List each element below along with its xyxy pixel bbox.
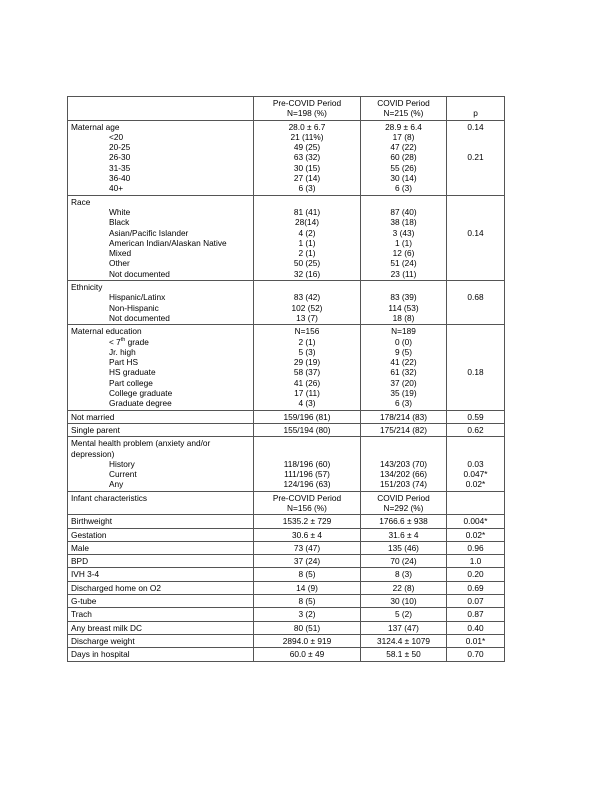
p-value-cell [447,281,505,325]
covid-value-cell [361,555,447,568]
pre-covid-value: 83 (42) [293,292,321,303]
pre-covid-value: 3 (2) [298,609,316,620]
row-sublabel: 26-30 [109,152,131,163]
row-label-cell [68,595,254,608]
p-value [450,303,501,313]
header-pre-covid-title: Pre-COVID Period [272,98,342,108]
table-row-mental-health [68,437,505,491]
p-value [450,163,501,173]
row-label-cell [68,515,254,528]
pre-covid-value: Pre-COVID Period [272,492,342,503]
pre-covid-value: 6 (3) [298,183,316,194]
covid-value: 5 (2) [394,609,413,620]
row-label-cell [68,325,254,410]
row-label-cell [68,621,254,634]
pre-covid-value-cell [254,648,361,661]
pre-covid-value: N=156 (%) [287,502,327,513]
covid-value: 38 (18) [390,217,417,228]
pre-covid-value: 81 (41) [293,206,321,217]
row-sublabel: Not documented [109,312,170,323]
covid-value-cell [361,423,447,436]
pre-covid-value: 102 (52) [291,302,323,313]
p-value [450,258,501,268]
p-value [450,183,501,193]
covid-value-cell [361,515,447,528]
pre-covid-value: 1535.2 ± 729 [282,516,332,527]
pre-covid-value-cell [254,325,361,410]
pre-covid-value: 50 (25) [293,258,321,269]
pre-covid-value: 159/196 (81) [283,411,331,422]
covid-value: 23 (11) [390,268,417,279]
pre-covid-value-cell [254,581,361,594]
p-value-cell [447,555,505,568]
pre-covid-value: 111/196 (57) [284,469,330,480]
covid-value-cell [361,195,447,280]
p-value: 0.14 [467,227,484,238]
pre-covid-value: 124/196 (63) [283,479,331,490]
p-value [450,217,501,227]
header-pre-covid-n: N=198 (%) [287,108,327,119]
p-value-cell [447,648,505,661]
row-sublabel: White [109,206,131,217]
row-sublabel: 31-35 [109,162,131,173]
covid-value: 58.1 ± 50 [386,649,421,660]
row-label: Male [71,542,89,553]
row-sublabel: Part college [109,377,153,388]
p-value-cell [447,621,505,634]
table-row-male [68,541,505,554]
row-label: Birthweight [71,516,113,527]
p-value: 0.59 [467,411,484,422]
covid-value: 30 (14) [390,173,417,184]
covid-value: 151/203 (74) [379,479,428,490]
pre-covid-value-cell [254,281,361,325]
row-label: Not married [71,411,115,422]
table-row-single-parent [68,423,505,436]
row-label-cell [68,568,254,581]
covid-value-cell [361,120,447,195]
pre-covid-value-cell [254,120,361,195]
pre-covid-value-cell [254,195,361,280]
pre-covid-value: 32 (16) [293,268,321,279]
header-covid-title: COVID Period [377,98,430,108]
table-row-ethnicity [68,281,505,325]
row-label: Discharge weight [71,635,135,646]
pre-covid-value-cell [254,410,361,423]
pre-covid-value: 13 (7) [296,312,318,323]
covid-value-cell [361,437,447,491]
spacer [257,449,357,459]
covid-value: 178/214 (83) [379,411,428,422]
table-row-discharged-o2 [68,581,505,594]
p-value-cell [447,437,505,491]
covid-value-cell [361,541,447,554]
row-label: Single parent [71,424,120,435]
covid-value: 41 (22) [390,357,417,368]
pre-covid-value-cell [254,568,361,581]
p-value: 0.40 [467,622,484,633]
p-value: 0.004* [463,516,488,527]
pre-covid-value-cell [254,621,361,634]
pre-covid-value: 80 (51) [293,622,321,633]
p-value [450,357,501,367]
row-label: Trach [71,609,92,620]
row-label: Ethnicity [71,282,103,293]
p-value [450,269,501,279]
row-sublabel: 40+ [109,183,124,194]
pre-covid-value: 29 (19) [293,357,321,368]
covid-value: COVID Period [377,492,430,503]
covid-value: 51 (24) [390,258,417,269]
p-value: 0.96 [467,542,484,553]
p-value-cell [447,608,505,621]
table-row-race [68,195,505,280]
p-value-cell [447,634,505,647]
pre-covid-value: 30 (15) [293,162,321,173]
p-value [450,282,501,292]
covid-value: 6 (3) [394,183,413,194]
covid-value: N=189 [391,326,416,337]
p-value [450,197,501,207]
table-row-bpd [68,555,505,568]
p-value-cell [447,120,505,195]
covid-value: 55 (26) [390,162,417,173]
row-label-cell [68,528,254,541]
pre-covid-value: 63 (32) [293,152,321,163]
p-value [450,347,501,357]
row-sublabel: Not documented [109,268,170,279]
pre-covid-value: 5 (3) [298,346,316,357]
row-sublabel: <20 [109,131,124,142]
row-label: Any breast milk DC [71,622,143,633]
p-value: 0.02* [465,529,486,540]
covid-value-cell [361,608,447,621]
table-row-birthweight [68,515,505,528]
p-value [450,248,501,258]
p-value: 0.20 [467,569,484,580]
row-label: G-tube [71,596,97,607]
p-value [450,132,501,142]
spacer [450,449,501,459]
pre-covid-value: 49 (25) [293,142,321,153]
table-row-breast-milk [68,621,505,634]
covid-value: 17 (8) [392,131,415,142]
covid-value: 6 (3) [394,398,413,409]
covid-value-cell [361,648,447,661]
table-row-infant-characteristics [68,491,505,515]
covid-value: 37 (20) [390,377,417,388]
row-label-cell [68,555,254,568]
p-value [450,337,501,347]
table-row-maternal-education [68,325,505,410]
pre-covid-value: 73 (47) [293,542,321,553]
covid-value: 28.9 ± 6.4 [385,121,422,132]
p-value: 0.02* [465,479,486,490]
p-value-cell [447,568,505,581]
covid-value-cell [361,410,447,423]
covid-value: 1766.6 ± 938 [379,516,428,527]
row-label: Discharged home on O2 [71,582,161,593]
p-value [450,313,501,323]
row-sublabel: Any [109,479,124,490]
pre-covid-value: 60.0 ± 49 [289,649,325,660]
pre-covid-value: N=156 [294,326,320,337]
spacer [364,449,443,459]
row-label-cell [68,581,254,594]
p-value [450,207,501,217]
covid-value-cell [361,581,447,594]
covid-value: 143/203 (70) [379,458,428,469]
covid-value: 1 (1) [394,237,413,248]
pre-covid-value-cell [254,595,361,608]
row-label: BPD [71,556,89,567]
p-value [450,326,501,336]
row-sublabel: < 7th grade [109,336,149,347]
pre-covid-value-cell [254,423,361,436]
row-sublabel: Jr. high [109,346,136,357]
row-label-cell [68,634,254,647]
pre-covid-value: 28.0 ± 6.7 [288,121,326,132]
p-value: 0.03 [467,458,484,469]
p-value-cell [447,515,505,528]
row-label: Infant characteristics [71,492,148,503]
row-label: Gestation [71,529,107,540]
covid-value: 18 (8) [392,312,415,323]
covid-value-cell [361,325,447,410]
p-value [450,388,501,398]
p-value: 1.0 [469,556,482,567]
row-label-cell [68,541,254,554]
spacer [450,438,501,448]
row-sublabel: American Indian/Alaskan Native [109,237,227,248]
row-label-cell [68,608,254,621]
row-sublabel: Hispanic/Latinx [109,292,166,303]
p-value-cell [447,528,505,541]
p-value [450,398,501,408]
pre-covid-value-cell [254,528,361,541]
spacer [257,438,357,448]
row-sublabel: Asian/Pacific Islander [109,227,189,238]
header-pre-covid [254,97,361,121]
p-value: 0.21 [467,152,484,163]
table-row-trach [68,608,505,621]
covid-value [364,197,443,207]
p-value [450,493,501,503]
pre-covid-value: 2 (1) [298,336,316,347]
header-p-label: p [473,108,478,119]
p-value: 0.14 [467,121,484,132]
p-value: 0.18 [467,367,484,378]
pre-covid-value: 41 (26) [293,377,321,388]
pre-covid-value: 1 (1) [298,237,316,248]
pre-covid-value: 14 (9) [296,582,318,593]
header-covid-n: N=215 (%) [383,108,424,119]
row-label-cell [68,648,254,661]
p-value [450,378,501,388]
row-label: Maternal education [71,326,142,337]
covid-value-cell [361,595,447,608]
pre-covid-value-cell [254,608,361,621]
row-sublabel: Mixed [109,248,132,259]
covid-value [364,282,443,292]
p-value-cell [447,410,505,423]
covid-value: 47 (22) [390,142,417,153]
pre-covid-value: 8 (5) [298,596,316,607]
pre-covid-value: 118/196 (60) [283,458,331,469]
table-row-not-married [68,410,505,423]
covid-value: 70 (24) [390,556,417,567]
pre-covid-value-cell [254,491,361,515]
p-value-cell [447,423,505,436]
p-value-cell [447,491,505,515]
covid-value-cell [361,528,447,541]
covid-value: 3124.4 ± 1079 [377,635,430,646]
covid-value: 87 (40) [390,206,417,217]
table-row-days-in-hospital [68,648,505,661]
characteristics-table [67,96,505,662]
table-body [68,97,505,662]
pre-covid-value: 8 (5) [298,569,316,580]
row-label: Race [71,196,91,207]
covid-value: 12 (6) [392,248,415,259]
row-sublabel: HS graduate [109,367,156,378]
pre-covid-value: 21 (11%) [290,131,324,142]
pre-covid-value: 2 (1) [298,248,316,259]
p-value: 0.01* [465,635,486,646]
covid-value: 135 (46) [388,542,419,553]
row-label-cell [68,281,254,325]
p-value-cell [447,595,505,608]
p-value [450,238,501,248]
row-label-cell [68,437,254,491]
header-label-cell [68,97,254,121]
covid-value-cell [361,568,447,581]
pre-covid-value: 30.6 ± 4 [292,529,322,540]
p-value: 0.69 [467,582,484,593]
pre-covid-value: 27 (14) [293,173,321,184]
row-sublabel: Non-Hispanic [109,302,159,313]
covid-value: 83 (39) [390,292,417,303]
p-value-cell [447,325,505,410]
spacer [364,438,443,448]
covid-value-cell [361,491,447,515]
covid-value-cell [361,634,447,647]
covid-value: 60 (28) [390,152,417,163]
pre-covid-value [257,197,357,207]
header-p [447,97,505,121]
covid-value: 114 (53) [388,302,419,313]
covid-value: N=292 (%) [383,502,424,513]
p-value-cell [447,581,505,594]
p-value [450,142,501,152]
covid-value: 8 (3) [394,569,413,580]
row-sublabel: History [109,458,135,469]
header-covid [361,97,447,121]
p-value [450,173,501,183]
covid-value: 175/214 (82) [379,424,428,435]
row-label-cell [68,195,254,280]
row-label-cell [68,120,254,195]
pre-covid-value: 4 (2) [298,227,316,238]
covid-value: 0 (0) [394,336,413,347]
table-row-maternal-age [68,120,505,195]
row-sublabel: Graduate degree [109,398,172,409]
pre-covid-value: 2894.0 ± 919 [282,635,332,646]
table-header-row [68,97,505,121]
row-label-cell [68,491,254,515]
pre-covid-value [257,282,357,292]
p-value: 0.70 [467,649,484,660]
pre-covid-value: 58 (37) [293,367,321,378]
covid-value: 31.6 ± 4 [388,529,419,540]
row-label: Days in hospital [71,649,130,660]
row-sublabel: College graduate [109,388,173,399]
covid-value: 9 (5) [394,346,413,357]
table-row-g-tube [68,595,505,608]
row-label-cell [68,410,254,423]
pre-covid-value-cell [254,634,361,647]
p-value: 0.68 [467,292,484,303]
header-label [71,98,250,108]
header-p-blank [450,98,501,108]
row-sublabel: Other [109,258,130,269]
covid-value: 30 (10) [390,596,417,607]
pre-covid-value-cell [254,541,361,554]
row-label: Maternal age [71,121,120,132]
p-value-cell [447,195,505,280]
pre-covid-value: 28(14) [295,217,319,228]
pre-covid-value: 155/194 (80) [283,424,331,435]
pre-covid-value-cell [254,437,361,491]
covid-value: 134/202 (66) [379,469,428,480]
row-group-label: Mental health problem (anxiety and/or depression) [71,438,211,459]
p-value: 0.87 [467,609,484,620]
covid-value: 35 (19) [390,388,417,399]
row-sublabel: 20-25 [109,142,131,153]
row-label-cell [68,423,254,436]
row-sublabel: Part HS [109,357,139,368]
table-row-ivh [68,568,505,581]
p-value-cell [447,541,505,554]
pre-covid-value: 4 (3) [298,398,316,409]
covid-value: 22 (8) [392,582,415,593]
row-sublabel: Black [109,217,130,228]
p-value: 0.62 [467,424,484,435]
covid-value: 61 (32) [390,367,417,378]
covid-value: 3 (43) [392,227,415,238]
row-sublabel: 36-40 [109,173,131,184]
p-value: 0.047* [463,469,488,480]
covid-value-cell [361,621,447,634]
pre-covid-value: 37 (24) [293,556,321,567]
row-label: IVH 3-4 [71,569,100,580]
p-value: 0.07 [467,596,484,607]
table-row-discharge-weight [68,634,505,647]
covid-value: 137 (47) [388,622,419,633]
pre-covid-value: 17 (11) [294,388,320,399]
row-sublabel: Current [109,469,137,480]
pre-covid-value-cell [254,515,361,528]
table-row-gestation [68,528,505,541]
covid-value-cell [361,281,447,325]
pre-covid-value-cell [254,555,361,568]
